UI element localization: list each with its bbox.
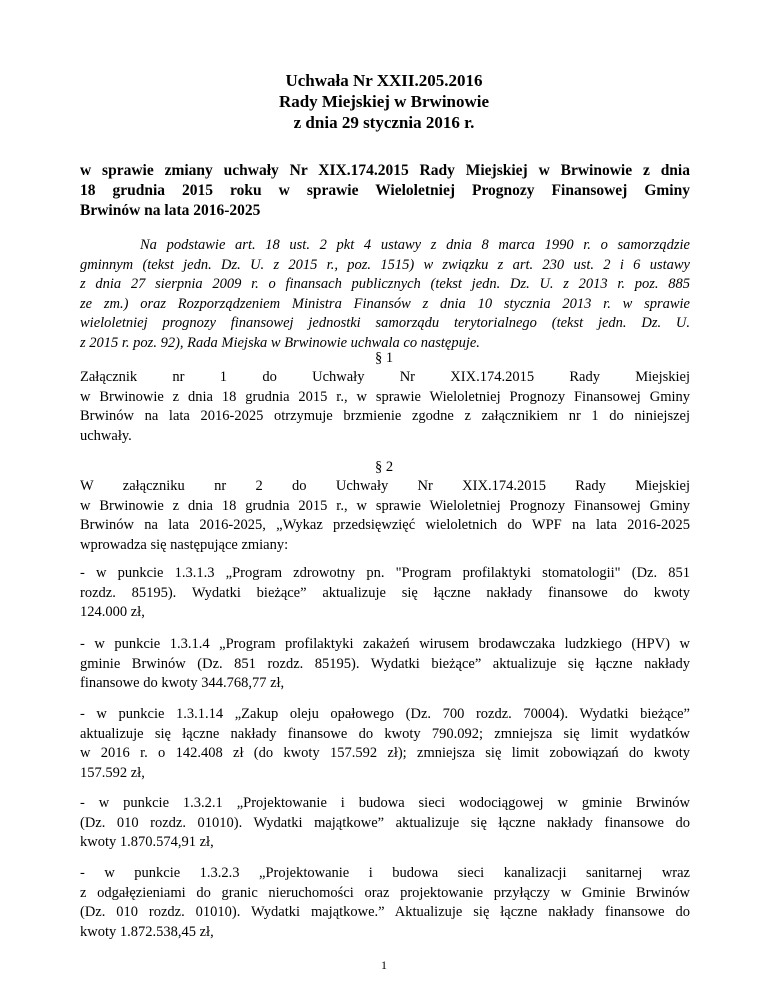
section-1-line: Załącznik nr 1 do Uchwały Nr XIX.174.2015 Rady Miejskiej [80, 369, 690, 385]
list-item-line: 157.592 zł, [80, 764, 145, 781]
section-2-line: w Brwinowie z dnia 18 grudnia 2015 r., w sprawie Wieloletniej Prognozy Finansowej Gminy [80, 497, 690, 514]
list-item-line: aktualizuje się łączne nakłady finansowe do kwoty 790.092; zmniejsza się limit wydatków [80, 725, 690, 742]
section-1-line: uchwały. [80, 427, 132, 444]
list-item [80, 705, 690, 783]
list-item [80, 864, 690, 942]
section-1-text [80, 368, 690, 446]
resolution-subject [80, 161, 690, 221]
title-line-number: Uchwała Nr XXII.205.2016 [285, 71, 483, 90]
section-1-line: Brwinów na lata 2016-2025 otrzymuje brzmienie zgodne z załącznikiem nr 1 do niniejszej [80, 408, 690, 425]
list-item-line: finansowe do kwoty 344.768,77 zł, [80, 675, 285, 692]
preamble-line: gminnym (tekst jedn. Dz. U. z 2015 r., poz. 1515) w związku z art. 230 ust. 2 i 6 ustawy [80, 256, 690, 273]
section-2-line: W załączniku nr 2 do Uchwały Nr XIX.174.2015 Rady Miejskiej [80, 478, 690, 494]
section-2-line: wprowadza się następujące zmiany: [80, 536, 289, 553]
section-1-line: w Brwinowie z dnia 18 grudnia 2015 r., w sprawie Wieloletniej Prognozy Finansowej Gminy [80, 388, 690, 405]
list-item-line: kwoty 1.870.574,91 zł, [80, 834, 214, 851]
list-item-line: (Dz. 010 rozdz. 01010). Wydatki majątkowe” aktualizuje się łączne nakłady finansowe do [80, 814, 690, 831]
list-item-line: w 2016 r. o 142.408 zł (do kwoty 157.592 zł); zmniejsza się limit zobowiązań do kwoty [80, 745, 690, 762]
list-item-line: - w punkcie 1.3.1.14 „Zakup oleju opałowego (Dz. 700 rozdz. 70004). Wydatki bieżące” [80, 706, 690, 722]
section-2-mark: § 2 [374, 459, 394, 475]
list-item-line: - w punkcie 1.3.2.1 „Projektowanie i budowa sieci wodociągowej w gminie Brwinów [80, 795, 690, 811]
section-1-mark: § 1 [374, 350, 394, 366]
preamble-line: z dnia 27 sierpnia 2009 r. o finansach publicznych (tekst jedn. Dz. U. z 2013 r. poz. 885 [80, 276, 690, 293]
section-2-line: Brwinów na lata 2016-2025, „Wykaz przedsięwzięć wieloletnich do WPF na lata 2016-2025 [80, 517, 690, 534]
subject-line: 18 grudnia 2015 roku w sprawie Wieloletniej Prognozy Finansowej Gminy [80, 182, 690, 199]
legal-basis-preamble [80, 236, 690, 354]
list-item [80, 635, 690, 694]
preamble-line: ze zm.) oraz Rozporządzeniem Ministra Finansów z dnia 10 stycznia 2013 r. w sprawie [80, 295, 690, 312]
list-item [80, 794, 690, 853]
subject-line: w sprawie zmiany uchwały Nr XIX.174.2015 Rady Miejskiej w Brwinowie z dnia [80, 162, 690, 179]
list-item-line: z odgałęzieniami do granic nieruchomości oraz projektowanie przyłączy w Gminie Brwinów [80, 884, 690, 901]
page-number: 1 [381, 958, 387, 972]
preamble-line: z 2015 r. poz. 92), Rada Miejska w Brwinowie uchwala co następuje. [80, 334, 480, 351]
list-item-line: 124.000 zł, [80, 604, 145, 621]
preamble-line: Na podstawie art. 18 ust. 2 pkt 4 ustawy z dnia 8 marca 1990 r. o samorządzie [140, 237, 690, 253]
list-item-line: - w punkcie 1.3.1.3 „Program zdrowotny pn. "Program profilaktyki stomatologii" (Dz. 851 [80, 565, 690, 581]
list-item [80, 564, 690, 623]
list-item-line: - w punkcie 1.3.2.3 „Projektowanie i budowa sieci kanalizacji sanitarnej wraz [80, 865, 690, 881]
resolution-title [0, 70, 768, 133]
title-line-date: z dnia 29 stycznia 2016 r. [293, 113, 475, 132]
list-item-line: gminie Brwinów (Dz. 851 rozdz. 85195). Wydatki bieżące” aktualizuje się łączne nakłady [80, 655, 690, 672]
section-2-text [80, 477, 690, 555]
list-item-line: (Dz. 010 rozdz. 01010). Wydatki majątkowe.” Aktualizuje się łączne nakłady finansowe do [80, 904, 690, 921]
list-item-line: rozdz. 85195). Wydatki bieżące” aktualizuje się łączne nakłady finansowe do kwoty [80, 584, 690, 601]
subject-line: Brwinów na lata 2016-2025 [80, 202, 261, 219]
preamble-line: wieloletniej prognozy finansowej jednostki samorządu terytorialnego (tekst jedn. Dz. U. [80, 315, 690, 332]
list-item-line: kwoty 1.872.538,45 zł, [80, 923, 214, 940]
title-line-council: Rady Miejskiej w Brwinowie [278, 92, 490, 111]
list-item-line: - w punkcie 1.3.1.4 „Program profilaktyki zakażeń wirusem brodawczaka ludzkiego (HPV) w [80, 636, 690, 652]
